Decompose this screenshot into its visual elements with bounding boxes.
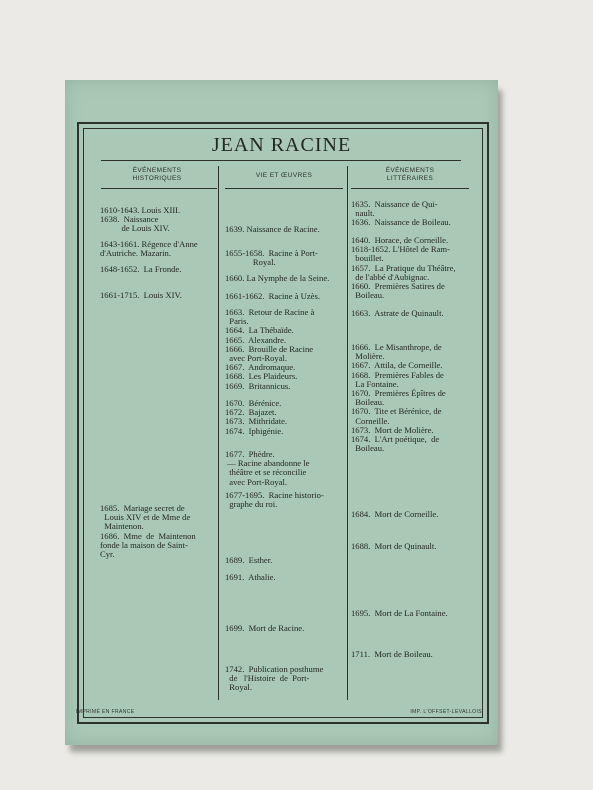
- footer-printed-in: IMPRIMÉ EN FRANCE: [76, 709, 135, 715]
- entry-life: 1661-1662. Racine à Uzès.: [225, 291, 320, 301]
- column-divider-1: [218, 166, 219, 700]
- entry-life: 1677-1695. Racine historio- graphe du roi.: [225, 490, 324, 510]
- entry-literary: 1663. Astrate de Quinault.: [351, 308, 444, 318]
- entry-literary: 1640. Horace, de Corneille. 1618-1652. L'Hôtel de Ram- bouillet. 1657. La Pratique du Théâtre, de l'abbé d'Aubignac. 1660. Premières Satires de Boileau.: [351, 235, 456, 301]
- header-literary: ÉVÉNEMENTS LITTÉRAIRES: [385, 167, 435, 182]
- header-historical: ÉVÉNEMENTS HISTORIQUES: [132, 167, 182, 182]
- entry-life: 1670. Bérénice. 1672. Bajazet. 1673. Mithridate. 1674. Iphigénie.: [225, 398, 288, 436]
- entry-life: 1742. Publication posthume de l'Histoire de Port- Royal.: [225, 664, 324, 693]
- header-rule-historical: [101, 188, 217, 189]
- page-title: JEAN RACINE: [211, 134, 352, 156]
- entry-literary: 1695. Mort de La Fontaine.: [351, 608, 448, 618]
- entry-life: 1639. Naissance de Racine.: [225, 224, 320, 234]
- header-rule-literary: [351, 188, 469, 189]
- entry-literary: 1635. Naissance de Qui- nault. 1636. Naissance de Boileau.: [351, 199, 451, 228]
- entry-literary: 1711. Mort de Boileau.: [351, 649, 433, 659]
- header-life: VIE ET ŒUVRES: [255, 172, 313, 179]
- entry-life: 1655-1658. Racine à Port- Royal.: [225, 248, 318, 268]
- entry-historical: 1643-1661. Régence d'Anne d'Autriche. Mazarin.: [100, 239, 198, 259]
- entry-life: 1663. Retour de Racine à Paris. 1664. La Thébaïde. 1665. Alexandre. 1666. Brouille de Racine avec Port-Royal. 1667. Andromaque. 1668. Les Plaideurs.: [225, 307, 315, 382]
- entry-historical: 1648-1652. La Fronde.: [100, 264, 182, 274]
- title-rule: [101, 160, 461, 161]
- entry-life: 1660. La Nymphe de la Seine.: [225, 273, 330, 283]
- entry-historical: 1610-1643. Louis XIII. 1638. Naissance de Louis XIV.: [100, 205, 181, 234]
- header-rule-life: [225, 188, 343, 189]
- column-divider-2: [347, 166, 348, 700]
- entry-historical: 1685. Mariage secret de Louis XIV et de Mme de Maintenon. 1686. Mme de Maintenon fonde la maison de Saint- Cyr.: [100, 503, 196, 560]
- entry-life: 1699. Mort de Racine.: [225, 623, 305, 633]
- entry-literary: 1688. Mort de Quinault.: [351, 541, 437, 551]
- entry-life: 1669. Britannicus.: [225, 381, 291, 391]
- entry-literary: 1684. Mort de Corneille.: [351, 509, 439, 519]
- footer-printer: IMP. L'OFFSET-LEVALLOIS: [410, 709, 482, 715]
- entry-life: 1691. Athalie.: [225, 572, 276, 582]
- entry-life: 1689. Esther.: [225, 555, 273, 565]
- entry-life: 1677. Phèdre. — Racine abandonne le théâtre et se réconcilie avec Port-Royal.: [225, 449, 310, 487]
- entry-historical: 1661-1715. Louis XIV.: [100, 290, 182, 300]
- book-back-cover: [65, 80, 498, 745]
- entry-literary: 1666. Le Misanthrope, de Molière. 1667. Attila, de Corneille. 1668. Premières Fables de La Fontaine. 1670. Premières Épîtres de Boileau. 1670. Tite et Bérénice, de Corneille. 1673. Mort de Molière. 1674. L'Art poétique, de Boileau.: [351, 342, 446, 454]
